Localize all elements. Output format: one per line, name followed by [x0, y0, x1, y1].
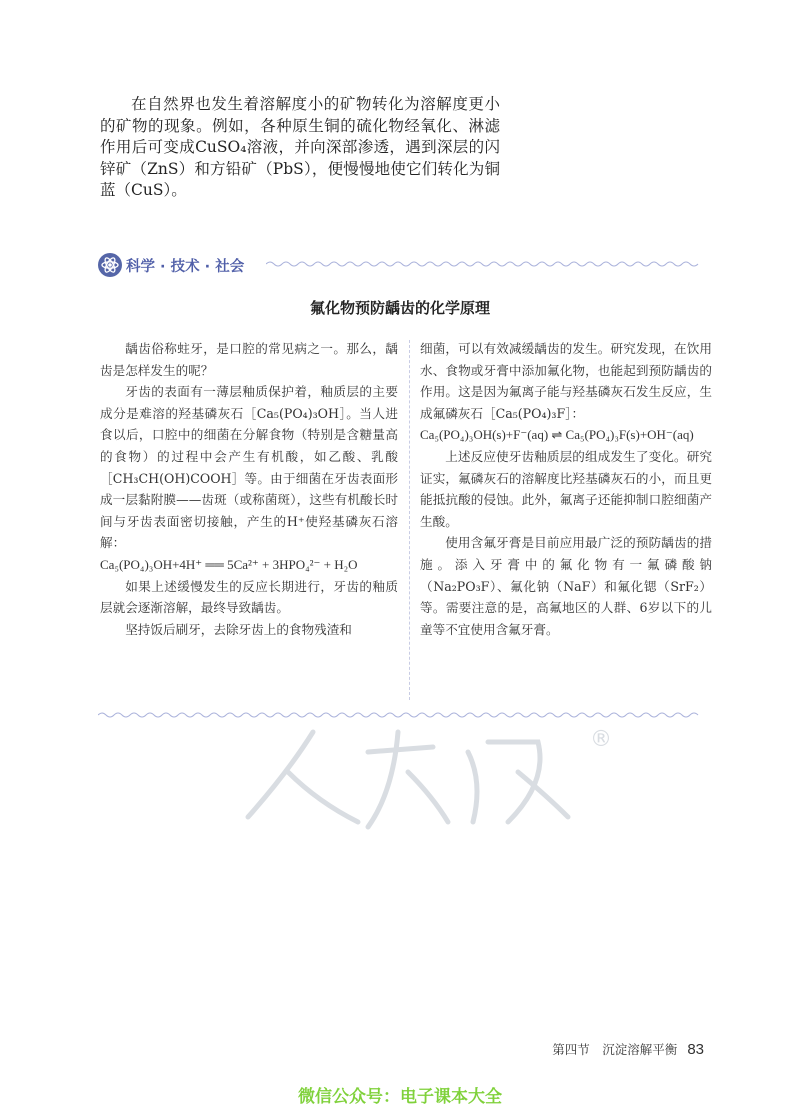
- section-banner-label: 科学 · 技术 · 社会: [126, 259, 245, 275]
- left-paragraph-3: 如果上述缓慢发生的反应长期进行，牙齿的釉质层就会逐渐溶解，最终导致龋齿。: [100, 578, 398, 616]
- intro-paragraph: 在自然界也发生着溶解度小的矿物转化为溶解度更小的矿物的现象。例如，各种原生铜的硫化物经氧化、淋滤作用后可变成CuSO₄溶液，并向深部渗透，遇到深层的闪锌矿（ZnS）和方铅矿（PbS），便慢慢地使它们转化为铜蓝（CuS）。: [100, 95, 500, 199]
- intro-text: [100, 94, 500, 202]
- right-paragraph-1: 细菌，可以有效减缓龋齿的发生。研究发现，在饮用水、食物或牙膏中添加氟化物，也能起到预防龋齿的作用。这是因为氟离子能与羟基磷灰石发生反应，生成氟磷灰石［Ca₅(PO₄)₃F］：: [420, 341, 712, 421]
- page-footer: [552, 1040, 704, 1058]
- wechat-account-line: 微信公众号：电子课本大全: [298, 1087, 502, 1107]
- right-paragraph-3: 使用含氟牙膏是目前应用最广泛的预防龋齿的措施。添入牙膏中的氟化物有一氟磷酸钠（Na₂PO₃F）、氟化钠（NaF）和氟化锶（SrF₂）等。需要注意的是，高氟地区的人群、6岁以下的儿童等不宜使用含氟牙膏。: [420, 535, 712, 637]
- page-number: 83: [687, 1041, 704, 1058]
- left-paragraph-4: 坚持饭后刷牙，去除牙齿上的食物残渣和: [125, 621, 352, 637]
- atom-icon: [98, 253, 122, 277]
- banner-wave-line: [266, 259, 704, 269]
- article-title: 氟化物预防龋齿的化学原理: [309, 299, 490, 317]
- article-column-left: [100, 338, 398, 640]
- equation-fluoride: Ca₅(PO₄)₃OH(s)+F⁻(aq) ⇌ Ca₅(PO₄)₃F(s)+OH⁻(aq): [420, 427, 694, 443]
- column-divider: [409, 340, 410, 700]
- publisher-watermark: [218, 712, 638, 842]
- left-paragraph-2: 牙齿的表面有一薄层釉质保护着，釉质层的主要成分是难溶的羟基磷灰石［Ca₅(PO₄)₃OH］。当人进食以后，口腔中的细菌在分解食物（特别是含糖量高的食物）的过程中会产生有机酸，如乙酸、乳酸［CH₃CH(OH)COOH］等。由于细菌在牙齿表面形成一层黏附膜——齿斑（或称菌斑），这些有机酸长时间与牙齿表面密切接触，产生的H⁺使羟基磷灰石溶解：: [100, 384, 398, 551]
- equation-dissolution: Ca₅(PO₄)₃OH+4H⁺ ══ 5Ca²⁺ + 3HPO₄²⁻ + H₂O: [100, 556, 358, 572]
- article-column-right: [420, 338, 712, 640]
- left-paragraph-1: 龋齿俗称蛀牙，是口腔的常见病之一。那么，龋齿是怎样发生的呢？: [100, 341, 398, 378]
- footer-section-title: 第四节 沉淀溶解平衡: [552, 1042, 678, 1057]
- registered-mark: ®: [590, 727, 612, 752]
- section-banner: [98, 252, 704, 278]
- right-paragraph-2: 上述反应使牙齿釉质层的组成发生了变化。研究证实，氟磷灰石的溶解度比羟基磷灰石的小，而且更能抵抗酸的侵蚀。此外，氟离子还能抑制口腔细菌产生酸。: [420, 448, 712, 529]
